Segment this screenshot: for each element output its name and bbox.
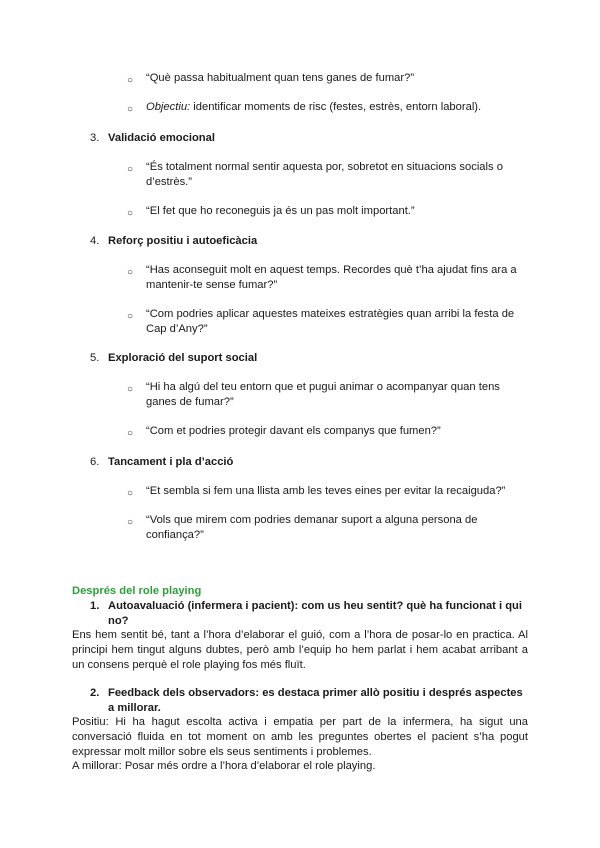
item-bullet: “Hi ha algú del teu entorn que et pugui animar o acompanyar quan tens ganes de fumar?” [146,381,500,408]
item-bullet: “Com et podries protegir davant els companys que fumen?” [146,425,441,437]
positive-paragraph: Positiu: Hi ha hagut escolta activa i empatia per part de la infermera, ha sigut una conversació fluida en tot moment on amb les preguntes obertes el pacient s’ha pogut expressar molt millor sobre els seus sentiments i problemes. [72,716,528,758]
item-bullet: “És totalment normal sentir aquesta por, sobretot en situacions socials o d’estrès.” [146,161,503,188]
bullet-marker: ○ [127,75,134,86]
item-bullet: “Et sembla si fem una llista amb les teves eines per evitar la recaiguda?” [146,485,506,497]
answer-paragraph: Ens hem sentit bé, tant a l’hora d’elaborar el guió, com a l’hora de posar-lo en practica. Al principi hem tingut alguns dubtes, però amb l’equip ho hem parlat i hem acabat arribant a un consens perquè el role playing fos més fluït. [72,629,528,671]
question-heading: Feedback dels observadors: es destaca primer allò positiu i després aspectes a millorar. [108,687,523,714]
section-heading: Després del role playing [72,585,202,597]
objective-bullet [146,100,526,115]
bullet-marker: ○ [127,311,134,322]
item-heading: Exploració del suport social [108,352,258,364]
item-heading: Tancament i pla d’acció [108,456,234,468]
item-number: 4. [90,235,100,247]
bullet-marker: ○ [127,208,134,219]
question-heading: Autoavaluació (infermera i pacient): com us heu sentit? què ha funcionat i qui no? [108,600,522,627]
bullet-marker: ○ [127,517,134,528]
item-number: 6. [90,456,100,468]
improve-paragraph: A millorar: Posar més ordre a l’hora d’elaborar el role playing. [72,760,376,772]
bullet-marker: ○ [127,384,134,395]
item-number: 5. [90,352,100,364]
question-number: 1. [90,600,100,612]
question-number: 2. [90,687,100,699]
item-number: 3. [90,132,100,144]
bullet-marker: ○ [127,488,134,499]
bullet-marker: ○ [127,104,134,115]
bullet-marker: ○ [127,164,134,175]
item-bullet: “El fet que ho reconeguis ja és un pas molt important.” [146,205,415,217]
question-bullet: “Què passa habitualment quan tens ganes de fumar?” [146,72,415,84]
item-bullet: “Has aconseguit molt en aquest temps. Recordes què t’ha ajudat fins ara a mantenir-te sense fumar?” [146,264,517,291]
item-heading: Reforç positiu i autoeficàcia [108,235,258,247]
bullet-marker: ○ [127,428,134,439]
item-heading: Validació emocional [108,132,215,144]
item-bullet: “Vols que mirem com podries demanar suport a alguna persona de confiança?” [146,514,478,541]
objective-label: Objectiu: [146,101,191,113]
bullet-marker: ○ [127,267,134,278]
objective-text: identificar moments de risc (festes, estrès, entorn laboral). [190,101,482,113]
item-bullet: “Com podries aplicar aquestes mateixes estratègies quan arribi la festa de Cap d’Any?” [146,308,515,335]
